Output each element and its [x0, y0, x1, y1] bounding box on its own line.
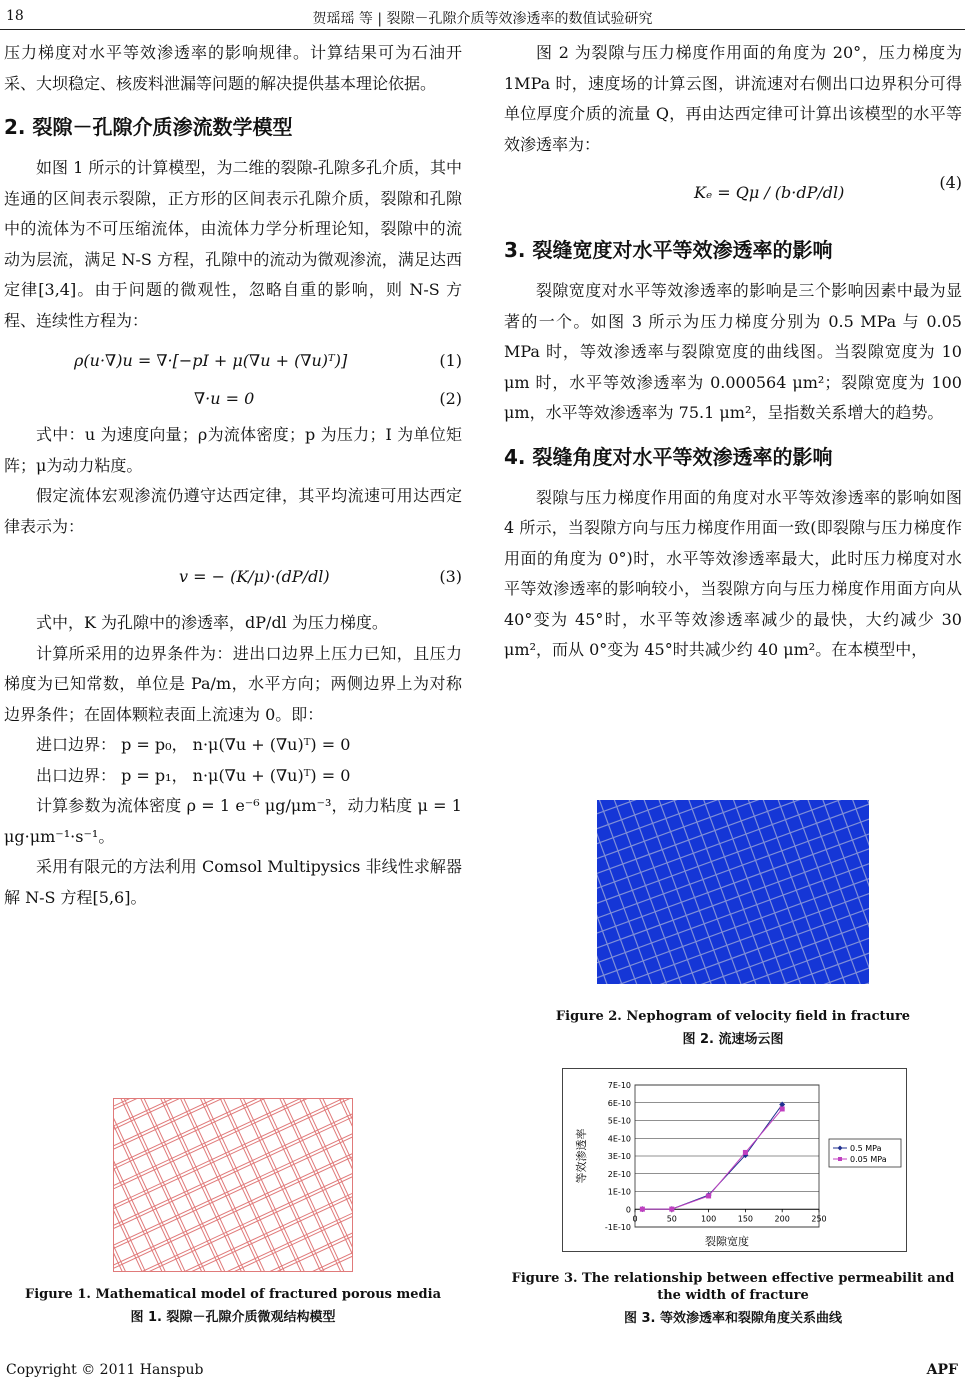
legend-label: 0.05 MPa: [850, 1155, 887, 1164]
left-column: [4, 38, 462, 913]
data-point: [669, 1207, 674, 1212]
y-axis-label: 等效渗透率: [575, 1128, 588, 1184]
section-4-heading: 4. 裂缝角度对水平等效渗透率的影响: [504, 444, 833, 469]
legend-marker: [838, 1157, 842, 1161]
figure-2-image: [597, 800, 869, 984]
header-rule: [0, 29, 965, 30]
equation-2-number: (2): [439, 389, 462, 408]
inlet-boundary: 进口边界： p = p₀， n·μ(∇u + (∇u)ᵀ) = 0: [36, 735, 351, 754]
outlet-boundary: 出口边界： p = p₁， n·μ(∇u + (∇u)ᵀ) = 0: [36, 765, 351, 785]
copyright: Copyright © 2011 Hanspub: [6, 1362, 204, 1378]
grid-line: [597, 800, 869, 984]
page-header: [0, 4, 965, 28]
grid-line: [597, 800, 869, 984]
permeability-paragraph: 式中，K 为孔隙中的渗透率，dP/dl 为压力梯度。: [36, 613, 388, 632]
equation-2-body: ∇·u = 0: [194, 389, 255, 408]
y-tick-label: 2E-10: [607, 1169, 631, 1179]
equation-1: [4, 340, 462, 380]
equation-1-number: (1): [439, 351, 462, 370]
grid-line: [597, 800, 869, 842]
grid-line: [597, 800, 671, 984]
y-tick-label: 6E-10: [607, 1098, 631, 1108]
fracture-line: [114, 1099, 195, 1271]
fracture-line: [114, 1099, 307, 1271]
permeability-width-chart: [563, 1069, 906, 1251]
y-tick-label: 5E-10: [607, 1116, 631, 1126]
darcy-paragraph: 假定流体宏观渗流仍遵守达西定律，其平均流速可用达西定律表示为：: [4, 486, 462, 536]
running-title: 贺瑶瑶 等 | 裂隙－孔隙介质等效渗透率的数值试验研究: [312, 11, 653, 27]
data-point: [640, 1207, 645, 1212]
grid-line: [597, 800, 869, 920]
fracture-line: [114, 1099, 352, 1147]
fracture-line: [114, 1099, 144, 1271]
page-footer: [6, 1362, 958, 1378]
intro-paragraph: 压力梯度对水平等效渗透率的影响规律。计算结果可为石油开采、大坝稳定、核废料泄漏等问题的解决提供基本理论依据。: [4, 43, 462, 93]
fracture-line: [114, 1099, 352, 1258]
legend-label: 0.5 MPa: [850, 1144, 882, 1153]
equation-1-body: ρ(u·∇)u = ∇·[−pI + μ(∇u + (∇u)ᵀ)]: [74, 351, 348, 370]
x-tick-label: 50: [666, 1214, 677, 1224]
equation-3-number: (3): [439, 567, 462, 586]
grid-line: [597, 800, 750, 984]
fracture-line: [114, 1099, 352, 1261]
y-tick-label: 4E-10: [607, 1134, 631, 1144]
grid-line: [597, 800, 869, 855]
figure-3-caption-en: Figure 3. The relationship between effective permeabilit and the width of fracture: [511, 1271, 955, 1303]
equation-4-number: (4): [939, 173, 962, 192]
figure-1-caption-cn: 图 1. 裂隙－孔隙介质微观结构模型: [130, 1310, 336, 1325]
velocity-field-nephogram: [597, 800, 869, 984]
grid-line: [597, 800, 645, 984]
parameters-paragraph: 计算参数为流体密度 ρ = 1 e⁻⁶ μg/μm⁻³，动力粘度 μ = 1 μg·μm⁻¹·s⁻¹。: [4, 796, 462, 846]
angle-paragraph: 裂隙与压力梯度作用面的角度对水平等效渗透率的影响如图 4 所示，当裂隙方向与压力梯度作用面一致(即裂隙与压力梯度作用面的角度为 0°)时，水平等效渗透率最大，此时压力梯度对水平等效渗透率的影响较小，当裂隙方向与压力梯度作用面方向从 40°变为 45°时，水平等效渗透率减少的最快，大约减少 30 μm²，而从 0°变为 45°时共减少约 40 μm²。在本模型中，: [504, 487, 962, 659]
fracture-line: [114, 1099, 342, 1271]
figure-1-image: [113, 1098, 353, 1272]
fem-paragraph: 采用有限元的方法利用 Comsol Multipysics 非线性求解器解 N-S 方程[5,6]。: [4, 857, 462, 907]
fracture-grid-diagram: [114, 1099, 352, 1271]
fracture-line: [114, 1177, 352, 1271]
section-2-heading: 2. 裂隙－孔隙介质渗流数学模型: [4, 115, 293, 139]
data-point: [706, 1193, 711, 1198]
section-3-heading: 3. 裂缝宽度对水平等效渗透率的影响: [504, 238, 833, 262]
grid-line: [676, 800, 869, 984]
right-column: [504, 38, 962, 666]
figure-1-caption-en: Figure 1. Mathematical model of fractured porous media: [25, 1287, 441, 1302]
grid-line: [597, 800, 869, 984]
y-tick-label: -1E-10: [604, 1223, 631, 1232]
equation-4: [504, 164, 962, 222]
x-tick-label: 100: [700, 1214, 717, 1224]
y-tick-label: 1E-10: [607, 1187, 631, 1197]
x-tick-label: 0: [632, 1214, 638, 1224]
x-tick-label: 150: [737, 1214, 754, 1224]
y-tick-label: 7E-10: [607, 1081, 631, 1090]
y-tick-label: 3E-10: [607, 1152, 631, 1161]
equation-3-body: v = − (K/μ)·(dP/dl): [179, 567, 330, 586]
width-paragraph: 裂隙宽度对水平等效渗透率的影响是三个影响因素中最为显著的一个。如图 3 所示为压力梯度分别为 0.5 MPa 与 0.05 MPa 时，等效渗透率与裂隙宽度的曲线图。当裂隙宽度为 10 μm 时，水平等效渗透率为 0.000564 μm²；裂隙宽度为 100 μm，水平等效渗透率为 75.1 μm²，呈指数关系增大的趋势。: [504, 281, 962, 422]
figure-2-caption-en: Figure 2. Nephogram of velocity field in fracture: [555, 1009, 911, 1024]
grid-line: [597, 800, 869, 984]
x-axis-label: 裂隙宽度: [705, 1235, 749, 1248]
grid-line: [663, 800, 868, 984]
equation-2: [4, 384, 462, 416]
x-tick-label: 200: [774, 1214, 790, 1224]
fracture-lines: [114, 1099, 352, 1271]
fracture-line: [114, 1099, 352, 1144]
boundary-paragraph: 计算所采用的边界条件为：进出口边界上压力已知，且压力梯度为已知常数，单位是 Pa/m，水平方向；两侧边界上为对称边界条件；在固体颗粒表面上流速为 0。即：: [4, 643, 462, 724]
grid-line: [597, 800, 869, 802]
page-number: 18: [6, 8, 24, 24]
grid-line: [597, 800, 869, 984]
figure-2-caption-cn: 图 2. 流速场云图: [682, 1032, 784, 1047]
velocity-grid: [597, 800, 869, 984]
symbols-paragraph: 式中：u 为速度向量；ρ为流体密度；p 为压力；I 为单位矩阵；μ为动力粘度。: [4, 425, 462, 475]
figure-3-chart: [562, 1068, 907, 1252]
fracture-line: [114, 1099, 228, 1271]
x-tick-label: 250: [811, 1214, 827, 1224]
fig2-paragraph: 图 2 为裂隙与压力梯度作用面的角度为 20°，压力梯度为 1MPa 时，速度场的计算云图，讲流速对右侧出口边界积分可得单位厚度介质的流量 Q，再由达西定律可计算出该模型的水平等效渗透率为：: [504, 43, 962, 154]
journal-abbrev: APF: [926, 1362, 958, 1378]
figure-3-caption-cn: 图 3. 等效渗透率和裂隙角度关系曲线: [623, 1311, 843, 1326]
y-tick-label: 0: [625, 1205, 631, 1215]
grid-line: [597, 905, 869, 984]
model-paragraph: 如图 1 所示的计算模型，为二维的裂隙-孔隙多孔介质，其中连通的区间表示裂隙，正方形的区间表示孔隙介质，裂隙和孔隙中的流体为不可压缩流体，由流体力学分析理论知，裂隙中的流动为层流，满足 N-S 方程，孔隙中的流动为微观渗流，满足达西定律[3,4]。由于问题的微观性，忽略自重的影响，则 N-S 方程、连续性方程为：: [4, 158, 462, 330]
fracture-line: [167, 1099, 352, 1271]
fracture-line: [114, 1099, 352, 1114]
data-point: [780, 1106, 785, 1111]
data-point: [743, 1150, 748, 1155]
equation-3: [4, 546, 462, 604]
equation-4-body: Kₑ = Qμ / (b·dP/dl): [694, 183, 845, 202]
fracture-line: [114, 1099, 339, 1271]
